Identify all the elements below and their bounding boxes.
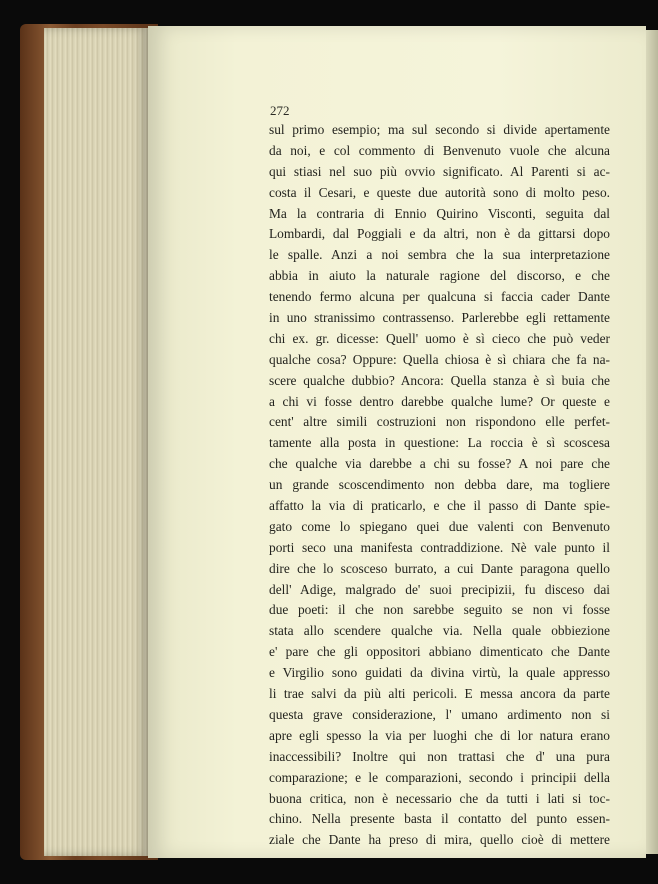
text-line: tenendo fermo alcuna per qualcuna si faccia cader Dante — [269, 289, 610, 305]
text-line: comparazione; e le comparazioni, secondo i principii della — [269, 769, 610, 785]
text-line: qui stiasi nel suo più ovvio significato. Al Parenti si ac- — [269, 163, 610, 179]
text-line: un grande scoscendimento non debba dare, ma togliere — [269, 477, 610, 493]
facing-page-edge — [646, 30, 658, 854]
text-line: che qualche via darebbe a chi su fosse? A noi pare che — [269, 456, 610, 472]
text-line: qualche cosa? Oppure: Quella chiosa è sì chiara che fa na- — [269, 351, 610, 367]
text-line: a chi vi fosse dentro darebbe qualche lume? Or queste e — [269, 393, 610, 409]
text-line: tamente alla posta in questione: La roccia è sì scoscesa — [269, 435, 610, 451]
text-line: due poeti: il che non sarebbe seguito se non vi fosse — [269, 602, 610, 618]
text-line: gato come lo spiegano quei due valenti con Benvenuto — [269, 518, 610, 534]
body-text — [269, 120, 610, 851]
text-line: buona critica, non è necessario che da tutti i lati si toc- — [269, 790, 610, 806]
text-line: stata allo scendere qualche via. Nella quale obbiezione — [269, 623, 610, 639]
text-line: chi ex. gr. dicesse: Quell' uomo è sì cieco che può veder — [269, 330, 610, 346]
text-line: Ma la contraria di Ennio Quirino Visconti, seguita dal — [269, 205, 610, 221]
text-line: Lombardi, dal Poggiali e da altri, non è da gittarsi dopo — [269, 226, 610, 242]
text-line: chino. Nella presente basta il contatto del punto essen- — [269, 811, 610, 827]
page-edges — [44, 28, 148, 856]
text-line: ziale che Dante ha preso di mira, quello cioè di mettere — [269, 832, 610, 848]
text-line: li trae salvi da più alti pericoli. E messa ancora da parte — [269, 686, 610, 702]
text-line: scere qualche dubbio? Ancora: Quella stanza è sì buia che — [269, 372, 610, 388]
text-line: da noi, e col commento di Benvenuto vuole che alcuna — [269, 142, 610, 158]
text-line: sul primo esempio; ma sul secondo si divide apertamente — [269, 122, 610, 137]
text-line: dell' Adige, malgrado de' suoi precipizii, fu disceso dai — [269, 581, 610, 597]
text-line: e Virgilio sono guidati da divina virtù, la quale appresso — [269, 665, 610, 681]
text-line: costa il Cesari, e queste due autorità sono di molto peso. — [269, 184, 610, 200]
text-line: affatto la via di praticarlo, e che il passo di Dante spie- — [269, 498, 610, 514]
text-line: questa grave considerazione, l' umano ardimento non si — [269, 706, 610, 722]
text-line: porti seco una manifesta contraddizione. Nè vale punto il — [269, 539, 610, 555]
text-line: apre egli spesso la via per luoghi che di lor natura erano — [269, 727, 610, 743]
text-line: cent' altre simili costruzioni non rispondono elle perfet- — [269, 414, 610, 430]
text-line: inaccessibili? Inoltre qui non trattasi che d' una pura — [269, 748, 610, 764]
text-line: e' pare che gli oppositori abbiano dimenticato che Dante — [269, 644, 610, 660]
text-line: in uno stranissimo contrassenso. Parlerebbe egli rettamente — [269, 310, 610, 326]
text-line: dire che lo scosceso burrato, a cui Dante paragona quello — [269, 560, 610, 576]
text-line: abbia in aiuto la naturale ragione del discorso, e che — [269, 268, 610, 284]
page-number: 272 — [270, 103, 290, 118]
text-line: le spalle. Anzi a noi sembra che la sua interpretazione — [269, 247, 610, 263]
